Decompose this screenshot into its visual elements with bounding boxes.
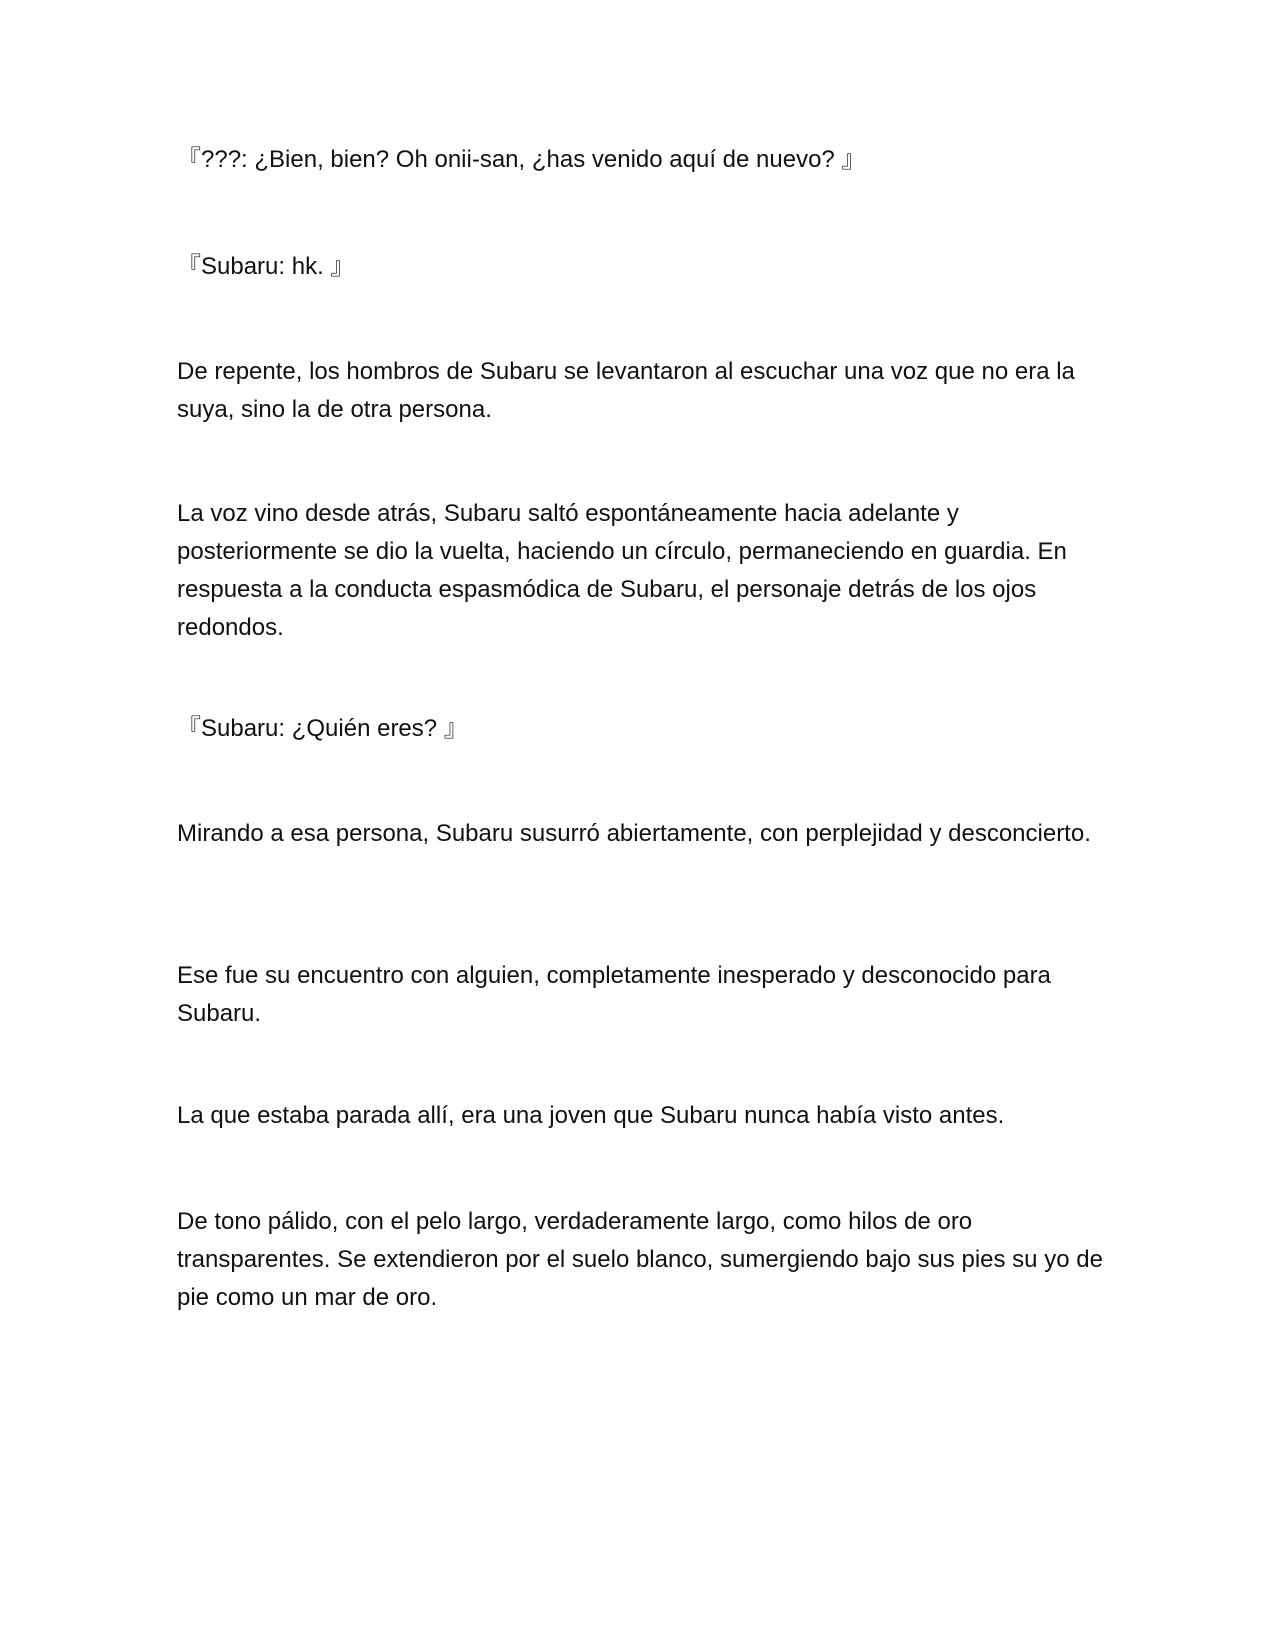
narration-paragraph-4: Ese fue su encuentro con alguien, completamente inesperado y desconocido para Subaru. <box>177 962 1058 1027</box>
narration-paragraph-5: La que estaba parada allí, era una joven que Subaru nunca había visto antes. <box>177 1102 1005 1129</box>
narration-paragraph-3: Mirando a esa persona, Subaru susurró abiertamente, con perplejidad y desconcierto. <box>177 820 1091 847</box>
dialogue-line-1: 『???: ¿Bien, bien? Oh onii-san, ¿has venido aquí de nuevo? 』 <box>177 146 866 173</box>
narration-paragraph-1: De repente, los hombros de Subaru se levantaron al escuchar una voz que no era la suya, sino la de otra persona. <box>177 358 1082 423</box>
narration-paragraph-2: La voz vino desde atrás, Subaru saltó espontáneamente hacia adelante y posteriormente se dio la vuelta, haciendo un círculo, permaneciendo en guardia. En respuesta a la conducta espasmódica de Subaru, el personaje detrás de los ojos redondos. <box>177 500 1074 641</box>
dialogue-line-3: 『Subaru: ¿Quién eres? 』 <box>177 715 468 742</box>
dialogue-line-2: 『Subaru: hk. 』 <box>177 253 355 280</box>
narration-paragraph-6: De tono pálido, con el pelo largo, verdaderamente largo, como hilos de oro transparentes. Se extendieron por el suelo blanco, sumergiendo bajo sus pies su yo de pie como un mar de oro. <box>177 1208 1110 1311</box>
